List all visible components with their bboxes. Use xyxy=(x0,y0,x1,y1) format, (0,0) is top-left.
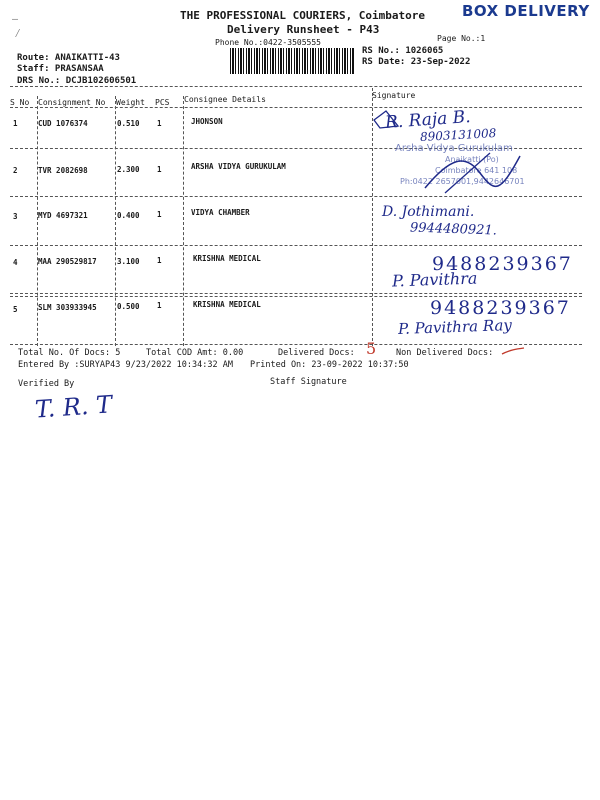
row-consignment: MAA 290529817 xyxy=(38,257,97,266)
staff: Staff: PRASANSAA xyxy=(17,64,104,74)
row-consignee: KRISHNA MEDICAL xyxy=(193,300,261,309)
header-consignee: Consignee Details xyxy=(184,95,266,104)
table-bottom-rule xyxy=(10,344,582,345)
col-divider xyxy=(183,96,184,346)
total-docs: Total No. Of Docs: 5 xyxy=(18,348,121,358)
signature-row-3: D. Jothimani. xyxy=(382,204,475,220)
col-divider xyxy=(115,96,116,346)
rs-number: RS No.: 1026065 xyxy=(362,46,444,56)
receiver-stamp-line: Coimbatore 641 108 xyxy=(435,166,518,175)
page-number: Page No.:1 xyxy=(437,34,486,43)
signature-scribble xyxy=(372,108,402,130)
row-pcs: 1 xyxy=(157,165,162,174)
box-delivery-stamp: BOX DELIVERY xyxy=(462,2,590,20)
non-delivered-docs-label: Non Delivered Docs: xyxy=(396,348,494,358)
non-delivered-dash xyxy=(500,346,526,356)
route: Route: ANAIKATTI-43 xyxy=(17,53,120,63)
signature-row-5: P. Pavithra Ray xyxy=(397,316,513,338)
row-weight: 0.500 xyxy=(117,302,140,311)
delivered-docs-count: 5 xyxy=(366,339,377,358)
header-signature: Signature xyxy=(372,91,416,100)
table-top-rule xyxy=(10,86,582,87)
row-consignee: VIDYA CHAMBER xyxy=(191,208,250,217)
row-weight: 0.510 xyxy=(117,119,140,128)
row-pcs: 1 xyxy=(157,119,162,128)
signature-row-4: P. Pavithra xyxy=(391,268,478,291)
staff-signature-label: Staff Signature xyxy=(270,377,347,387)
phone-number: Phone No.:0422-3505555 xyxy=(215,38,321,47)
row-separator xyxy=(10,293,582,294)
signature-row-1: R. Raja B. xyxy=(384,107,472,133)
header-sno: S No xyxy=(10,98,30,107)
header-pcs: PCS xyxy=(155,98,170,107)
company-name: THE PROFESSIONAL COURIERS, Coimbatore xyxy=(180,9,426,22)
row-pcs: 1 xyxy=(157,301,162,310)
delivered-docs-label: Delivered Docs: xyxy=(278,348,355,358)
row-consignee: JHONSON xyxy=(191,117,223,126)
phone-row-5: 9488239367 xyxy=(430,297,571,319)
receiver-stamp-line: Anaikatti (Po) xyxy=(445,155,499,164)
phone-row-4: 9488239367 xyxy=(432,253,573,275)
total-cod: Total COD Amt: 0.00 xyxy=(146,348,244,358)
scan-mark: — xyxy=(12,14,19,25)
receiver-stamp-line: Ph:0422 2657001,9442646701 xyxy=(400,177,525,186)
row-pcs: 1 xyxy=(157,210,162,219)
row-consignment: TVR 2082698 xyxy=(38,166,88,175)
drs-number: DRS No.: DCJB102606501 xyxy=(17,76,137,86)
rs-date: RS Date: 23-Sep-2022 xyxy=(362,57,471,67)
row-weight: 3.100 xyxy=(117,257,140,266)
scan-mark: ⁄ xyxy=(14,26,22,40)
entered-by: Entered By :SURYAP43 9/23/2022 10:34:32 AM xyxy=(18,360,233,370)
row-sno: 4 xyxy=(13,258,18,267)
row-consignment: SLM 303933945 xyxy=(38,303,97,312)
header-rule xyxy=(10,107,582,108)
row-pcs: 1 xyxy=(157,256,162,265)
verified-signature: T. R. T xyxy=(34,390,113,424)
receiver-stamp-line: Arsha Vidya Gurukulam xyxy=(395,143,513,154)
header-consignment: Consignment No xyxy=(38,98,106,107)
phone-row-1: 8903131008 xyxy=(419,126,497,144)
printed-on: Printed On: 23-09-2022 10:37:50 xyxy=(250,360,409,370)
phone-row-3: 9944480921. xyxy=(409,220,498,239)
row-consignee: KRISHNA MEDICAL xyxy=(193,254,261,263)
row-consignee: ARSHA VIDYA GURUKULAM xyxy=(191,162,286,171)
row-consignment: CUD 1076374 xyxy=(38,119,88,128)
row-weight: 2.300 xyxy=(117,165,140,174)
row-sno: 2 xyxy=(13,166,18,175)
row-consignment: MYD 4697321 xyxy=(38,211,88,220)
row-separator xyxy=(10,245,582,246)
row-sno: 1 xyxy=(13,119,18,128)
row-sno: 3 xyxy=(13,212,18,221)
runsheet-title: Delivery Runsheet - P43 xyxy=(227,23,380,36)
verified-by: Verified By xyxy=(18,379,75,389)
row-sno: 5 xyxy=(13,305,18,314)
barcode xyxy=(230,48,354,74)
row-weight: 0.400 xyxy=(117,211,140,220)
signature-scribble xyxy=(420,148,530,198)
header-weight: Weight xyxy=(116,98,145,107)
